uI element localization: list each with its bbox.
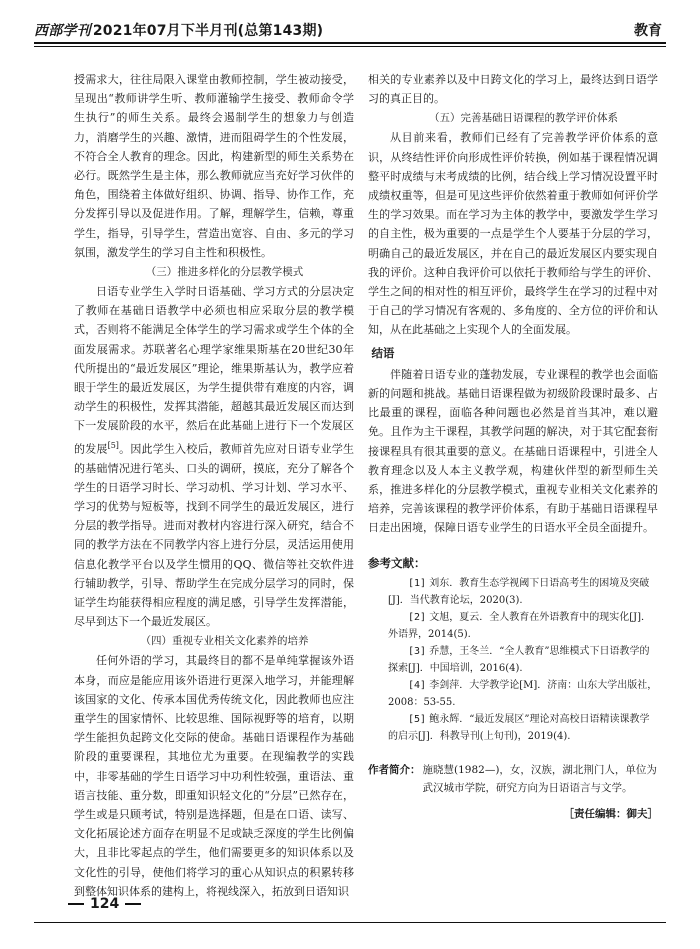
reference-number: [2]: [408, 611, 427, 623]
subheading-4: （四）重视专业相关文化素养的培养: [140, 635, 309, 648]
references-list: [368, 575, 658, 745]
citation-marker: [5]: [107, 440, 119, 450]
page-header: [34, 14, 666, 44]
paragraph-text: 。因此学生入校后，教师首先应对日语专业学生的基础情况进行笔头、口头的调研，摸底，充分了解各个学生的日语学习时长、学习动机、学习计划、学习水平、学习的优势与短板等，找到不同学生的最近发展区，进行分层的教学指导。进而对教材内容进行深入研究，结合不同的教学方法在不同教学内容上进行分层，灵活运用使用信息化教学平台以及学生惯用的QQ、微信等社交软件进行辅助教学，引导、帮助学生在完成分层学习的同时，保证学生均能获得相应程度的满足感，引导学生发挥潜能，尽早到达下一个最近发展区。: [74, 442, 354, 629]
issue-info: 2021年07月下半月刊(总第143期): [92, 23, 324, 39]
references-heading: 参考文献：: [368, 555, 426, 570]
paragraph: 伴随着日语专业的蓬勃发展，专业课程的教学也会面临新的问题和挑战。基础日语课程做为初级阶段课时最多、占比最重的课程，面临各种问题也必然是首当其冲，难以避免。且作为主干课程，其教学问题的解决，对于其它配套衔接课程具有很其重要的意义。在基础日语课程中，引进全人教育理念以及人本主义教学观，构建伙伴型的新型师生关系，推进多样化的分层教学模式，重视专业相关文化素养的培养，完善该课程的教学评价体系，有助于基础日语课程早日走出困境，保障日语专业学生的日语水平全员全面提升。: [368, 367, 658, 535]
author-bio: [368, 761, 658, 797]
responsible-editor: ［责任编辑：御夫］: [563, 807, 658, 820]
reference-number: [1]: [408, 577, 427, 589]
footer-rule: [34, 922, 666, 923]
reference-item: [368, 609, 658, 643]
paragraph: 授需求大，往往局限入课堂由教师控制，学生被动接受，呈现出“教师讲学生听、教师灌输学生接受、教师命令学生执行”的师生关系。最终会遏制学生的想象力与创造力，消磨学生的兴趣、激情，进而阻碍学生的个性发展，不符合全人教育的理念。因此，构建新型的师生关系势在必行。既然学生是主体，那么教师就应当充好学习伙伴的角色，围绕着主体做好组织、协调、指导、协作工作，充分发挥引导以及促进作用。了解，理解学生，信赖，尊重学生，指导，引导学生，营造出宽容、自由、多元的学习氛围，激发学生的学习自主性和积极性。: [74, 73, 354, 259]
subheading-3: （三）推进多样化的分层教学模式: [145, 266, 304, 279]
reference-number: [5]: [408, 713, 427, 725]
subheading-5: （五）完善基础日语课程的教学评价体系: [429, 112, 618, 125]
reference-item: [368, 711, 658, 745]
journal-logo: 西部学刊: [34, 23, 91, 39]
footer-dash-left: [68, 903, 84, 905]
section-label: 教育: [634, 23, 662, 39]
left-column: [74, 70, 354, 900]
right-column: [368, 70, 658, 900]
paragraph-text: 日语专业学生入学时日语基础、学习方式的分层决定了教师在基础日语教学中必须也相应采取分层的教学模式，否则将不能满足全体学生的学习需求或学生个体的全面发展需求。苏联著名心理学家维果斯基在20世纪30年代所提出的“最近发展区”理论，维果斯基认为，教学应着眼于学生的最近发展区，为学生提供带有难度的内容，调动学生的积极性，发挥其潜能，超越其最近发展区而达到下一发展阶段的水平，然后在此基础上进行下一个发展区的发展: [74, 285, 354, 456]
reference-item: [368, 677, 658, 711]
reference-text: 刘东．教育生态学视阈下日语高考生的困境及突破[J]．当代教育论坛，2020(3).: [388, 577, 650, 606]
reference-text: 乔慧，王冬兰．“全人教育”思维模式下日语教学的探索[J]．中国培训，2016(4).: [388, 645, 650, 674]
header-rule-thin: [34, 46, 666, 47]
conclusion-heading: 结语: [371, 345, 395, 360]
footer-dash-right: [125, 903, 141, 905]
reference-number: [4]: [408, 679, 427, 691]
reference-text: 鲍永辉．“最近发展区”理论对高校日语精读课教学的启示[J]．科教导刊(上旬刊)，2019(4).: [388, 713, 650, 742]
author-bio-text: 施晓慧(1982—)，女，汉族，湖北荆门人，单位为武汉城市学院，研究方向为日语语言与文学。: [422, 763, 657, 794]
paragraph: 任何外语的学习，其最终目的都不是单纯掌握该外语本身，而应是能应用该外语进行更深入地学习，并能理解该国家的文化、传承本国优秀传统文化，因此教师也应注重学生的国家情怀、比较思维、国际视野等的培育，以期学生能担负起跨文化交际的使命。基础日语课程作为基础阶段的重要课程，其地位尤为重要。在现编教学的实践中，非零基础的学生日语学习中功利性较强，重语法、重语言技能、重分数，即重知识轻文化的“分层”已然存在，学生或是只顾考试，特别是选择题，但是在口语、读写、文化拓展论述方面存在明显不足或缺乏深度的学生比例偏大，且非比零起点的学生，他们需要更多的知识体系以及文化性的引导，使他们将学习的重心从知识点的积累转移到整体知识体系的建构上，将视线深入，拓放到日语知识: [74, 654, 354, 898]
reference-text: 李剑萍．大学教学论[M]．济南：山东大学出版社，2008：53-55.: [388, 679, 658, 708]
page-footer: [62, 896, 147, 912]
paragraph: [74, 282, 354, 631]
reference-item: [368, 575, 658, 609]
page-number: 124: [90, 896, 120, 912]
header-rule-thick: [34, 42, 666, 44]
author-bio-label: 作者简介：: [368, 763, 421, 776]
reference-item: [368, 643, 658, 677]
paragraph: 相关的专业素养以及中日跨文化的学习上，最终达到日语学习的真正目的。: [368, 73, 658, 106]
paragraph: 从目前来看，教师们已经有了完善教学评价体系的意识，从终结性评价向形成性评价转换，例如基于课程情况调整平时成绩与末考成绩的比例，结合线上学习情况设置平时成绩权重等，但是可见这些评价依然着重于教师如何评价学生的学习效果。而在学习为主体的教学中，要激发学生学习的自主性，极为重要的一点是学生个人要基于分层的学习，明确自己的最近发展区，并在自己的最近发展区内要实现自我的评价。这种自我评价可以依托于教师给与学生的评价、学生之间的相对性的相互评价，最终学生在学习的过程中对于自己的学习情况有客观的、多角度的、全方位的评价和认知，从在此基础之上实现个人的全面发展。: [368, 131, 658, 337]
journal-masthead: [34, 20, 323, 40]
reference-text: 文旭，夏云．全人教育在外语教育中的现实化[J]．外语界，2014(5).: [388, 611, 652, 640]
reference-number: [3]: [408, 645, 427, 657]
